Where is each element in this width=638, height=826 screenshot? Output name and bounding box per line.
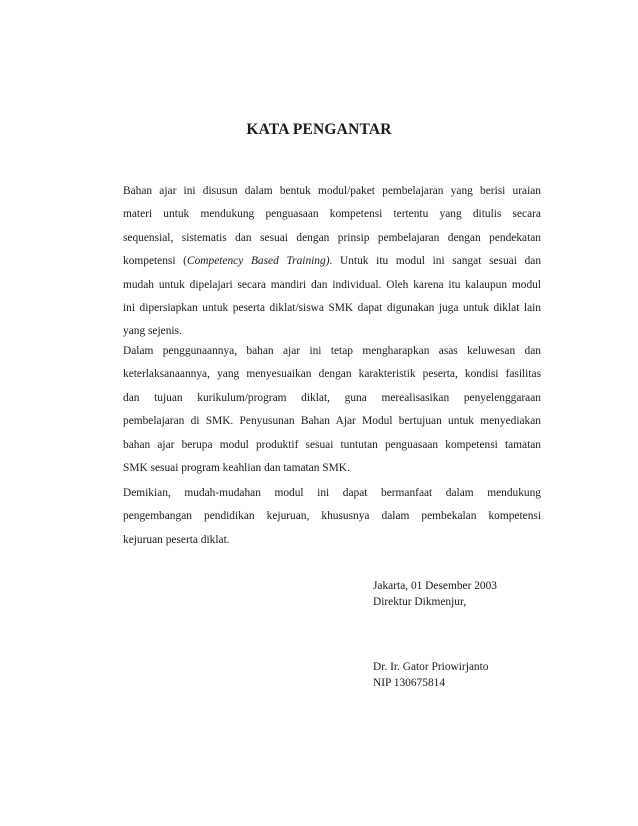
paragraph-intro [123,180,541,344]
paragraph-line: Demikian, mudah-mudahan modul ini dapat bermanfaat dalam mendukung [123,487,541,499]
paragraph-line: sequensial, sistematis dan sesuai dengan prinsip pembelajaran dengan pendekatan [123,231,541,244]
text-segment: kompetensi ( [123,255,187,268]
signatory-name: Dr. Ir. Gator Priowirjanto [373,661,489,673]
paragraph-line: dan tujuan kurikulum/program diklat, guna merealisasikan penyelenggaraan [123,391,541,404]
text-segment: . Untuk itu modul ini sangat sesuai dan [329,255,542,268]
paragraph-line: pembelajaran di SMK. Penyusunan Bahan Ajar Modul bertujuan untuk menyediakan [123,415,541,428]
signature-block [373,660,573,692]
signature-header [373,579,573,611]
paragraph-line: bahan ajar berupa modul produktif sesuai tuntutan penguasaan kompetensi tamatan [123,438,541,451]
italic-term: Competency Based Training) [186,255,330,268]
paragraph-line: yang sejenis. [123,325,182,338]
paragraph-line: Bahan ajar ini disusun dalam bentuk modul/paket pembelajaran yang berisi uraian [123,185,541,197]
place-date: Jakarta, 01 Desember 2003 [373,580,497,592]
paragraph-line: kejuruan peserta diklat. [123,533,230,546]
paragraph-line: keterlaksanaannya, yang menyesuaikan dengan karakteristik peserta, kondisi fasilitas [123,368,541,381]
paragraph-line: pengembangan pendidikan kejuruan, khususnya dalam pembekalan kompetensi [123,510,541,523]
paragraph-line: SMK sesuai program keahlian dan tamatan SMK. [123,461,350,474]
paragraph-line: materi untuk mendukung penguasaan kompetensi tertentu yang ditulis secara [123,208,541,221]
signatory-nip: NIP 130675814 [373,676,446,689]
paragraph-usage [123,340,541,480]
paragraph-line-mixed [123,250,541,273]
paragraph-closing [123,482,541,552]
paragraph-line: mudah untuk dipelajari secara mandiri dan individual. Oleh karena itu kalaupun modul [123,278,541,291]
paragraph-line: Dalam penggunaannya, bahan ajar ini tetap mengharapkan asas keluwesan dan [123,345,541,357]
signatory-position: Direktur Dikmenjur, [373,595,467,608]
paragraph-line: ini dipersiapkan untuk peserta diklat/siswa SMK dapat digunakan juga untuk diklat lain [123,301,541,314]
page-title: KATA PENGANTAR [246,121,392,138]
